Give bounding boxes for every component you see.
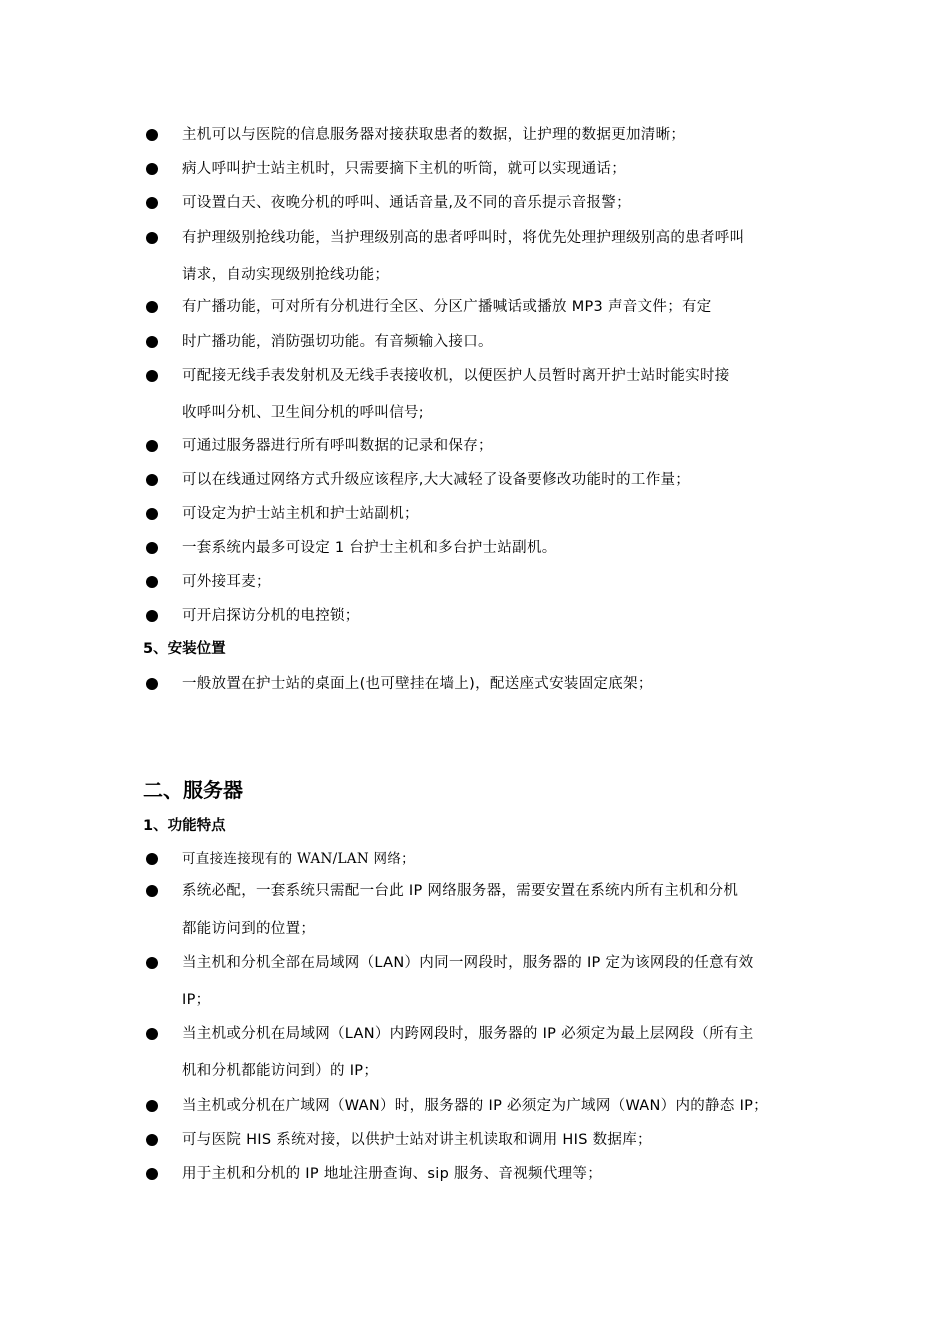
bullet-icon	[146, 576, 158, 588]
bullet-icon	[146, 678, 158, 690]
section-heading: 5、安装位置	[143, 641, 226, 657]
bullet-icon	[146, 957, 158, 969]
bullet-text: 可外接耳麦；	[182, 574, 271, 590]
bullet-text: 时广播功能，消防强切功能。有音频输入接口。	[182, 334, 493, 350]
bullet-icon	[146, 301, 158, 313]
bullet-text: 当主机和分机全部在局域网（LAN）内同一网段时，服务器的 IP 定为该网段的任意有效	[182, 955, 754, 971]
bullet-icon	[146, 232, 158, 244]
bullet-icon	[146, 440, 158, 452]
bullet-icon	[146, 542, 158, 554]
bullet-text: 可开启探访分机的电控锁；	[182, 608, 360, 624]
bullet-text: 可通过服务器进行所有呼叫数据的记录和保存；	[182, 438, 493, 454]
bullet-icon	[146, 1100, 158, 1112]
bullet-text-continuation: IP；	[182, 992, 211, 1008]
bullet-text-continuation: 收呼叫分机、卫生间分机的呼叫信号;	[182, 405, 424, 421]
bullet-text: 可以在线通过网络方式升级应该程序,大大减轻了设备要修改功能时的工作量；	[182, 472, 691, 488]
bullet-icon	[146, 1168, 158, 1180]
bullet-icon	[146, 853, 158, 865]
bullet-text: 有广播功能，可对所有分机进行全区、分区广播喊话或播放 MP3 声音文件；有定	[182, 299, 712, 315]
bullet-icon	[146, 610, 158, 622]
bullet-icon	[146, 885, 158, 897]
bullet-icon	[146, 163, 158, 175]
bullet-text: 可直接连接现有的 WAN/LAN 网络；	[182, 851, 415, 867]
bullet-icon	[146, 1134, 158, 1146]
bullet-text: 可设置白天、夜晚分机的呼叫、通话音量,及不同的音乐提示音报警；	[182, 195, 631, 211]
bullet-icon	[146, 474, 158, 486]
bullet-text-continuation: 都能访问到的位置；	[182, 921, 316, 937]
bullet-icon	[146, 1028, 158, 1040]
bullet-text: 病人呼叫护士站主机时，只需要摘下主机的听筒，就可以实现通话；	[182, 161, 626, 177]
bullet-text: 有护理级别抢线功能，当护理级别高的患者呼叫时，将优先处理护理级别高的患者呼叫	[182, 230, 745, 246]
bullet-text: 用于主机和分机的 IP 地址注册查询、sip 服务、音视频代理等；	[182, 1166, 603, 1182]
bullet-text: 一般放置在护士站的桌面上(也可壁挂在墙上)，配送座式安装固定底架；	[182, 676, 653, 692]
bullet-text: 当主机或分机在广域网（WAN）时，服务器的 IP 必须定为广域网（WAN）内的静态 IP；	[182, 1098, 768, 1114]
bullet-text: 当主机或分机在局域网（LAN）内跨网段时，服务器的 IP 必须定为最上层网段（所有主	[182, 1026, 754, 1042]
bullet-text: 可配接无线手表发射机及无线手表接收机，以便医护人员暂时离开护士站时能实时接	[182, 368, 730, 384]
bullet-icon	[146, 129, 158, 141]
bullet-text-continuation: 请求，自动实现级别抢线功能；	[182, 267, 390, 283]
section-heading: 1、功能特点	[143, 818, 226, 834]
bullet-text: 可设定为护士站主机和护士站副机；	[182, 506, 419, 522]
bullet-text: 一套系统内最多可设定 1 台护士主机和多台护士站副机。	[182, 540, 557, 556]
bullet-icon	[146, 336, 158, 348]
chapter-heading: 二、服务器	[143, 778, 243, 802]
bullet-icon	[146, 370, 158, 382]
bullet-icon	[146, 508, 158, 520]
bullet-text-continuation: 机和分机都能访问到）的 IP；	[182, 1063, 379, 1079]
bullet-icon	[146, 197, 158, 209]
bullet-text: 主机可以与医院的信息服务器对接获取患者的数据，让护理的数据更加清晰；	[182, 127, 686, 143]
bullet-text: 可与医院 HIS 系统对接，以供护士站对讲主机读取和调用 HIS 数据库；	[182, 1132, 652, 1148]
bullet-text: 系统必配，一套系统只需配一台此 IP 网络服务器，需要安置在系统内所有主机和分机	[182, 883, 739, 899]
